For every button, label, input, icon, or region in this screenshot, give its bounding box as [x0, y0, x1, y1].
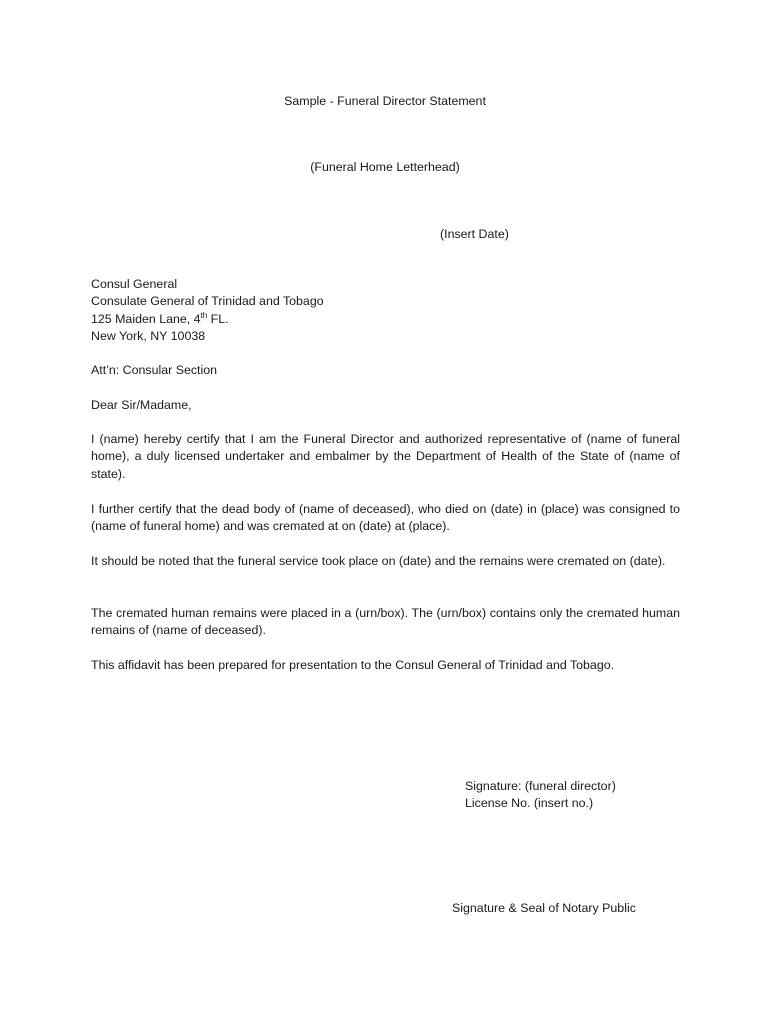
paragraph-purpose: This affidavit has been prepared for presentation to the Consul General of Trinidad and Tobago.: [91, 658, 615, 672]
paragraph-certification: I (name) hereby certify that I am the Funeral Director and authorized representative of (name of funeral home), a duly licensed undertaker and embalmer by the Department of Health of the State of (name of state).: [91, 432, 680, 481]
address-line-1: Consul General: [91, 277, 178, 291]
paragraph-remains: The cremated human remains were placed in a (urn/box). The (urn/box) contains only the cremated human remains of (name of deceased).: [91, 606, 680, 638]
signature-line: Signature: (funeral director): [465, 779, 616, 793]
address-line-3-superscript: th: [200, 310, 208, 320]
address-line-3-suffix: FL.: [207, 311, 229, 326]
address-line-2: Consulate General of Trinidad and Tobago: [91, 294, 324, 309]
attention-line: Att’n: Consular Section: [91, 363, 218, 377]
date-placeholder: (Insert Date): [440, 227, 509, 241]
recipient-address: [91, 276, 324, 346]
paragraph-service: It should be noted that the funeral service took place on (date) and the remains were cremated on (date).: [91, 554, 666, 568]
address-line-3-prefix: 125 Maiden Lane, 4: [91, 311, 201, 326]
address-line-4: New York, NY 10038: [91, 329, 206, 344]
notary-signature-line: Signature & Seal of Notary Public: [452, 901, 636, 915]
address-line-3: [91, 311, 324, 328]
letterhead-placeholder: (Funeral Home Letterhead): [310, 160, 460, 174]
paragraph-cremation: I further certify that the dead body of (name of deceased), who died on (date) in (place) was consigned to (name of funeral home) and was cremated at on (date) at (place).: [91, 502, 680, 534]
license-line: License No. (insert no.): [465, 796, 594, 811]
salutation: Dear Sir/Madame,: [91, 398, 192, 412]
signature-block: [465, 778, 616, 813]
document-title: Sample - Funeral Director Statement: [284, 94, 486, 108]
